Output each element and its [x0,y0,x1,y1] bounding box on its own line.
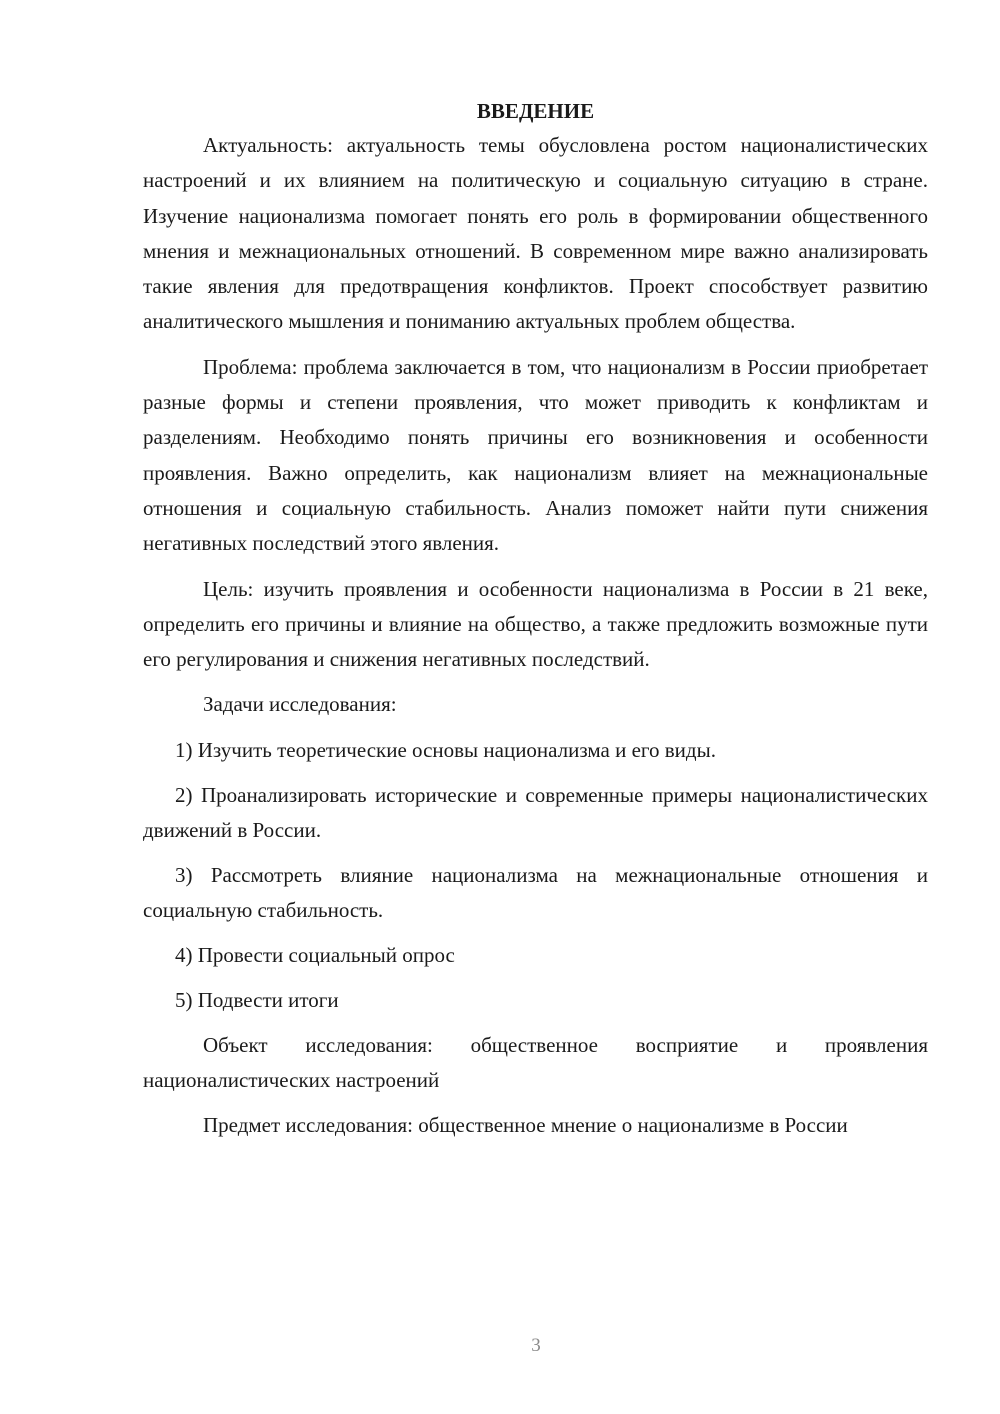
tasks-heading: Задачи исследования: [203,692,397,717]
section-title: ВВЕДЕНИЕ [476,99,595,123]
page-number: 3 [531,1335,541,1356]
paragraph-problem: Проблема: проблема заключается в том, что национализм в России приобретает разные формы и степени проявления, что может приводить к конфликтам и разделениям. Необходимо понять причины его возникновения и особенности проявления. Важно определить, как национализм влияет на межнациональные отношения и социальную стабильность. Анализ поможет найти пути снижения негативных последствий этого явления. [143,354,928,556]
paragraph-goal: Цель: изучить проявления и особенности национализма в России в 21 веке, определить его причины и влияние на общество, а также предложить возможные пути его регулирования и снижения негативных последствий. [143,576,928,672]
document-page [143,96,928,1154]
paragraph-subject: Предмет исследования: общественное мнение о национализме в России [203,1113,848,1138]
paragraph-relevance: Актуальность: актуальность темы обусловлена ростом националистических настроений и их влиянием на политическую и социальную ситуацию в стране. Изучение национализма помогает понять его роль в формировании общественного мнения и межнациональных отношений. В современном мире важно анализировать такие явления для предотвращения конфликтов. Проект способствует развитию аналитического мышления и пониманию актуальных проблем общества. [143,133,928,334]
task-item-2: 2) Проанализировать исторические и современные примеры националистических движений в России. [143,782,928,842]
task-item-4: 4) Провести социальный опрос [175,942,455,967]
task-item-1: 1) Изучить теоретические основы национализма и его виды. [175,737,716,762]
paragraph-object: Объект исследования: общественное восприятие и проявления националистических настроений [143,1032,928,1093]
task-item-5: 5) Подвести итоги [175,987,339,1012]
task-item-3: 3) Рассмотреть влияние национализма на межнациональные отношения и социальную стабильность. [143,862,928,922]
